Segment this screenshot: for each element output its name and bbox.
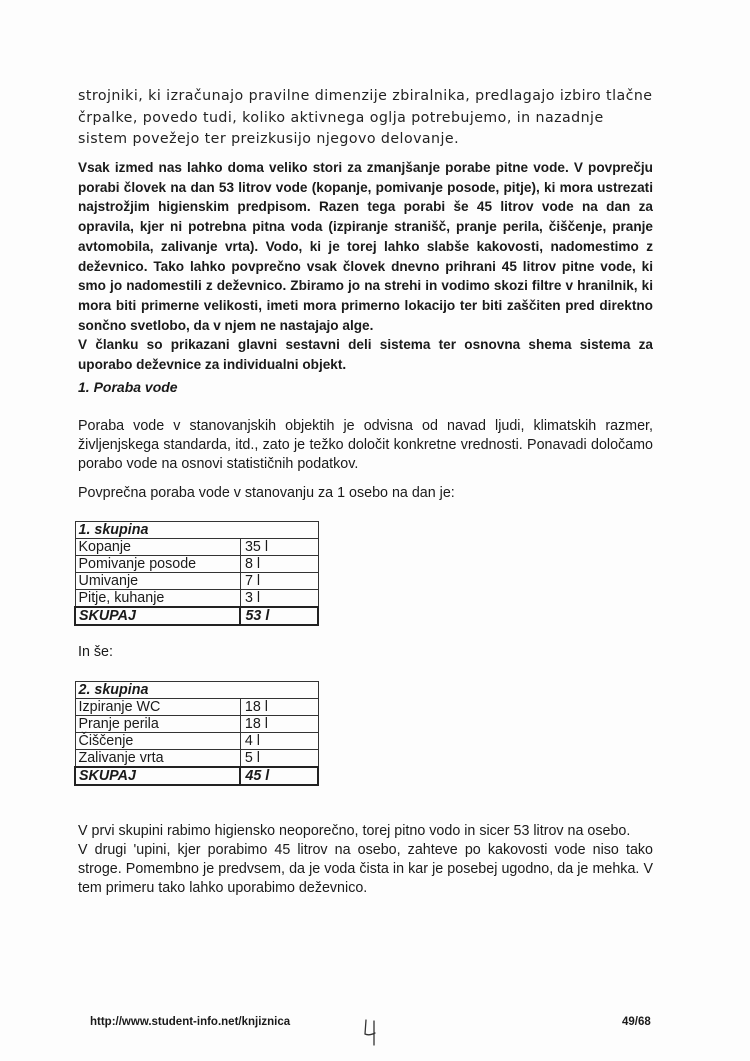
row-value: 18 l xyxy=(240,716,318,733)
row-label: Pomivanje posode xyxy=(75,556,240,573)
group1-table xyxy=(74,521,319,626)
total-value: 53 l xyxy=(240,607,318,625)
row-value: 7 l xyxy=(240,573,318,590)
summary-paragraph: Vsak izmed nas lahko doma veliko stori za zmanjšanje porabe pitne vode. V povprečju porabi človek na dan 53 litrov vode (kopanje, pomivanje posode, pitje), ki mora ustrezati najstrožjim higienskim predpisom. Razen tega porabi še 45 litrov vode na dan za opravila, kjer ni potrebna pitna voda (izpiranje stranišč, pranje perila, čiščenje, pranje avtomobila, zalivanje vrta). Vodo, ki je torej lahko slabše kakovosti, nadomestimo z deževnico. Tako lahko povprečno vsak človek dnevno prihrani 45 litrov pitne vode, ki smo jo nadomestili z deževnico. Zbiramo jo na strehi in vodimo skozi filtre v hranilnik, ki mora biti primerne velikosti, imeti mora primerno lokacijo ter biti zaščiten pred direktno sončno svetlobo, da v njem ne nastajajo alge. xyxy=(78,160,653,333)
in-se-paragraph: In še: xyxy=(78,644,113,660)
handwritten-page-mark-icon xyxy=(362,1018,378,1046)
table-row xyxy=(75,750,318,768)
row-value: 5 l xyxy=(240,750,318,768)
total-label: SKUPAJ xyxy=(75,607,240,625)
row-value: 8 l xyxy=(240,556,318,573)
row-value: 4 l xyxy=(240,733,318,750)
row-label: Čiščenje xyxy=(75,733,240,750)
total-label: SKUPAJ xyxy=(75,767,240,785)
group-title: 2. skupina xyxy=(75,682,240,699)
final-paragraphs xyxy=(78,822,653,898)
final-paragraph: V prvi skupini rabimo higiensko neoporečno, torej pitno vodo in sicer 53 litrov na osebo. xyxy=(78,823,631,839)
table-total-row xyxy=(75,607,318,625)
table-row xyxy=(75,573,318,590)
row-label: Kopanje xyxy=(75,539,240,556)
total-value: 45 l xyxy=(240,767,318,785)
table-total-row xyxy=(75,767,318,785)
section-heading: 1. Poraba vode xyxy=(78,379,178,395)
table-row xyxy=(75,539,318,556)
summary-block xyxy=(78,158,653,375)
row-label: Izpiranje WC xyxy=(75,699,240,716)
group2-table xyxy=(74,681,319,786)
table-row xyxy=(75,733,318,750)
table-row xyxy=(75,556,318,573)
table-header-row xyxy=(75,682,318,699)
row-value: 35 l xyxy=(240,539,318,556)
footer-page-number: 49/68 xyxy=(622,1016,651,1028)
table-header-row xyxy=(75,522,318,539)
table-row xyxy=(75,590,318,608)
row-label: Pranje perila xyxy=(75,716,240,733)
row-value: 3 l xyxy=(240,590,318,608)
row-label: Pitje, kuhanje xyxy=(75,590,240,608)
final-paragraph: V drugi 'upini, kjer porabimo 45 litrov na osebo, zahteve po kakovosti vode niso tako stroge. Pomembno je predvsem, da je voda čista in kar je posebej ugodno, da je mehka. V tem primeru tako lahko uporabimo deževnico. xyxy=(78,842,653,896)
row-label: Umivanje xyxy=(75,573,240,590)
group-title: 1. skupina xyxy=(75,522,240,539)
table-row xyxy=(75,716,318,733)
header-empty-cell xyxy=(240,522,318,539)
footer-url: http://www.student-info.net/knjiznica xyxy=(90,1016,291,1028)
header-empty-cell xyxy=(240,682,318,699)
row-label: Zalivanje vrta xyxy=(75,750,240,768)
poraba-paragraph: Poraba vode v stanovanjskih objektih je odvisna od navad ljudi, klimatskih razmer, življenjskega standarda, itd., zato je težko določit konkretne vrednosti. Ponavadi določamo porabo vode na osnovi statističnih podatkov. xyxy=(78,418,653,472)
intro-paragraph: strojniki, ki izračunajo pravilne dimenzije zbiralnika, predlagajo izbiro tlačne črpalke, povedo tudi, koliko aktivnega oglja potrebujemo, in nazadnje sistem povežejo ter preizkusijo njegovo delovanje. xyxy=(78,88,653,147)
table-row xyxy=(75,699,318,716)
summary-paragraph: V članku so prikazani glavni sestavni deli sistema ter osnovna shema sistema za uporabo deževnice za individualni objekt. xyxy=(78,337,653,373)
average-usage-paragraph: Povprečna poraba vode v stanovanju za 1 osebo na dan je: xyxy=(78,485,455,501)
row-value: 18 l xyxy=(240,699,318,716)
